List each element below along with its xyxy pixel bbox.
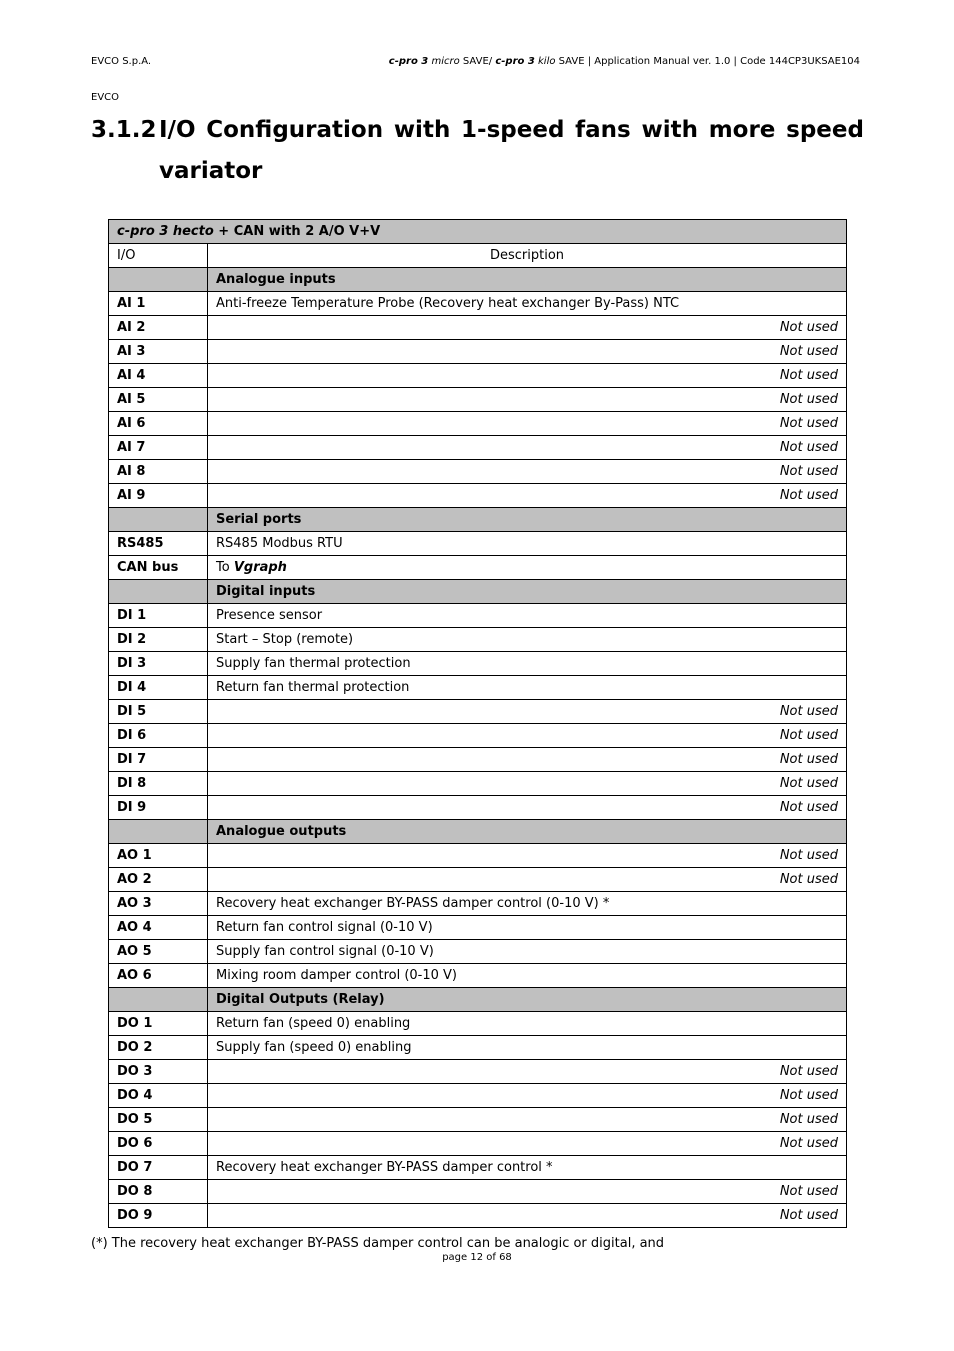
description-cell: Supply fan thermal protection	[208, 652, 847, 676]
description-text: To	[216, 559, 234, 575]
section-heading	[91, 110, 864, 192]
table-row	[109, 364, 847, 388]
table-row	[109, 700, 847, 724]
section-title-word: 1-speed	[461, 117, 565, 143]
table-row	[109, 916, 847, 940]
section-row	[109, 268, 847, 292]
table-row	[109, 1156, 847, 1180]
io-cell: AI 3	[109, 340, 208, 364]
table-row	[109, 484, 847, 508]
io-cell: DO 6	[109, 1132, 208, 1156]
description-cell: Not used	[208, 1132, 847, 1156]
description-cell: Presence sensor	[208, 604, 847, 628]
section-row	[109, 988, 847, 1012]
table-row	[109, 1084, 847, 1108]
description-cell: Not used	[208, 316, 847, 340]
description-cell: Not used	[208, 340, 847, 364]
page-number: page 12 of 68	[442, 1252, 512, 1263]
table-row	[109, 652, 847, 676]
table-row	[109, 1180, 847, 1204]
io-cell: AO 3	[109, 892, 208, 916]
section-name: Digital inputs	[208, 580, 847, 604]
description-cell: Not used	[208, 724, 847, 748]
section-io-cell	[109, 508, 208, 532]
table-row	[109, 844, 847, 868]
table-title-row	[109, 220, 847, 244]
io-cell: DO 7	[109, 1156, 208, 1180]
io-cell: DI 2	[109, 628, 208, 652]
section-title-word: more	[708, 117, 776, 143]
table-row	[109, 1204, 847, 1228]
description-cell: Not used	[208, 484, 847, 508]
io-cell: AI 9	[109, 484, 208, 508]
table-row	[109, 676, 847, 700]
description-cell: Not used	[208, 748, 847, 772]
io-cell: DI 1	[109, 604, 208, 628]
section-title	[159, 110, 864, 151]
section-row	[109, 580, 847, 604]
description-cell	[208, 556, 847, 580]
table-row	[109, 748, 847, 772]
header-document-info: c-pro 3 micro SAVE/ c-pro 3 kilo SAVE | Application Manual ver. 1.0 | Code 144CP3UKSAE104	[388, 56, 860, 67]
description-cell: Not used	[208, 1180, 847, 1204]
io-cell: DO 2	[109, 1036, 208, 1060]
description-cell: Not used	[208, 1204, 847, 1228]
description-cell: Not used	[208, 772, 847, 796]
description-cell: Not used	[208, 868, 847, 892]
io-cell: AI 4	[109, 364, 208, 388]
io-cell: DO 5	[109, 1108, 208, 1132]
description-cell: Return fan (speed 0) enabling	[208, 1012, 847, 1036]
section-title-line2: variator	[159, 158, 263, 184]
table-row	[109, 796, 847, 820]
table-row	[109, 436, 847, 460]
section-name: Analogue outputs	[208, 820, 847, 844]
table-row	[109, 964, 847, 988]
section-title-word: with	[641, 117, 698, 143]
table-header-row	[109, 244, 847, 268]
io-cell: DO 9	[109, 1204, 208, 1228]
io-cell: AO 4	[109, 916, 208, 940]
section-io-cell	[109, 988, 208, 1012]
description-cell: Anti-freeze Temperature Probe (Recovery heat exchanger By-Pass) NTC	[208, 292, 847, 316]
io-cell: AI 8	[109, 460, 208, 484]
subheader: EVCO	[91, 92, 120, 103]
description-cell: Not used	[208, 796, 847, 820]
io-cell: DI 3	[109, 652, 208, 676]
description-cell: Supply fan (speed 0) enabling	[208, 1036, 847, 1060]
table-row	[109, 292, 847, 316]
io-cell: RS485	[109, 532, 208, 556]
description-cell: Not used	[208, 388, 847, 412]
description-cell: Not used	[208, 364, 847, 388]
table-row	[109, 556, 847, 580]
description-cell: Recovery heat exchanger BY-PASS damper control *	[208, 1156, 847, 1180]
io-cell: AI 2	[109, 316, 208, 340]
io-cell: DI 5	[109, 700, 208, 724]
description-cell: Not used	[208, 1108, 847, 1132]
footnote: (*) The recovery heat exchanger BY-PASS damper control can be analogic or digital, and	[91, 1236, 665, 1251]
table-row	[109, 724, 847, 748]
description-cell: Not used	[208, 412, 847, 436]
section-row	[109, 820, 847, 844]
io-cell: AI 7	[109, 436, 208, 460]
section-name: Analogue inputs	[208, 268, 847, 292]
io-cell: DO 1	[109, 1012, 208, 1036]
description-cell: Not used	[208, 844, 847, 868]
table-row	[109, 868, 847, 892]
table-row	[109, 1108, 847, 1132]
io-cell: AO 5	[109, 940, 208, 964]
column-header-description: Description	[208, 244, 847, 268]
table-row	[109, 460, 847, 484]
io-cell: AO 1	[109, 844, 208, 868]
io-cell: AO 2	[109, 868, 208, 892]
description-cell: Mixing room damper control (0-10 V)	[208, 964, 847, 988]
table-row	[109, 412, 847, 436]
description-cell: Not used	[208, 1060, 847, 1084]
description-cell: Recovery heat exchanger BY-PASS damper control (0-10 V) *	[208, 892, 847, 916]
description-cell: Not used	[208, 700, 847, 724]
io-cell: AO 6	[109, 964, 208, 988]
io-cell: AI 5	[109, 388, 208, 412]
io-cell: DI 6	[109, 724, 208, 748]
column-header-io: I/O	[109, 244, 208, 268]
description-cell: RS485 Modbus RTU	[208, 532, 847, 556]
description-cell: Not used	[208, 1084, 847, 1108]
table-row	[109, 772, 847, 796]
table-row	[109, 532, 847, 556]
description-cell: Supply fan control signal (0-10 V)	[208, 940, 847, 964]
table-row	[109, 628, 847, 652]
section-name: Serial ports	[208, 508, 847, 532]
table-row	[109, 940, 847, 964]
table-row	[109, 1012, 847, 1036]
io-cell: CAN bus	[109, 556, 208, 580]
description-cell: Not used	[208, 436, 847, 460]
section-io-cell	[109, 820, 208, 844]
description-cell: Not used	[208, 460, 847, 484]
table-row	[109, 1132, 847, 1156]
io-cell: DI 9	[109, 796, 208, 820]
io-cell: DO 3	[109, 1060, 208, 1084]
section-title-word: fans	[575, 117, 631, 143]
section-title-word: with	[393, 117, 451, 143]
table-row	[109, 892, 847, 916]
section-title-word: Configuration	[206, 117, 384, 143]
section-title-word: speed	[786, 117, 864, 143]
table-row	[109, 340, 847, 364]
description-cell: Start – Stop (remote)	[208, 628, 847, 652]
table-title: c-pro 3 hecto + CAN with 2 A/O V+V	[109, 220, 847, 244]
table-row	[109, 1036, 847, 1060]
io-cell: DO 8	[109, 1180, 208, 1204]
description-cell: Return fan control signal (0-10 V)	[208, 916, 847, 940]
io-cell: AI 1	[109, 292, 208, 316]
table-row	[109, 604, 847, 628]
section-io-cell	[109, 268, 208, 292]
table-row	[109, 1060, 847, 1084]
io-cell: DI 8	[109, 772, 208, 796]
section-title-word: I/O	[159, 117, 196, 143]
section-name: Digital Outputs (Relay)	[208, 988, 847, 1012]
header-company: EVCO S.p.A.	[91, 56, 152, 67]
section-row	[109, 508, 847, 532]
description-emphasis: Vgraph	[233, 559, 287, 575]
io-cell: DO 4	[109, 1084, 208, 1108]
section-io-cell	[109, 580, 208, 604]
table-row	[109, 388, 847, 412]
io-cell: DI 4	[109, 676, 208, 700]
table-row	[109, 316, 847, 340]
io-cell: DI 7	[109, 748, 208, 772]
io-cell: AI 6	[109, 412, 208, 436]
description-cell: Return fan thermal protection	[208, 676, 847, 700]
io-table	[108, 219, 847, 1228]
section-number: 3.1.2	[91, 117, 157, 143]
